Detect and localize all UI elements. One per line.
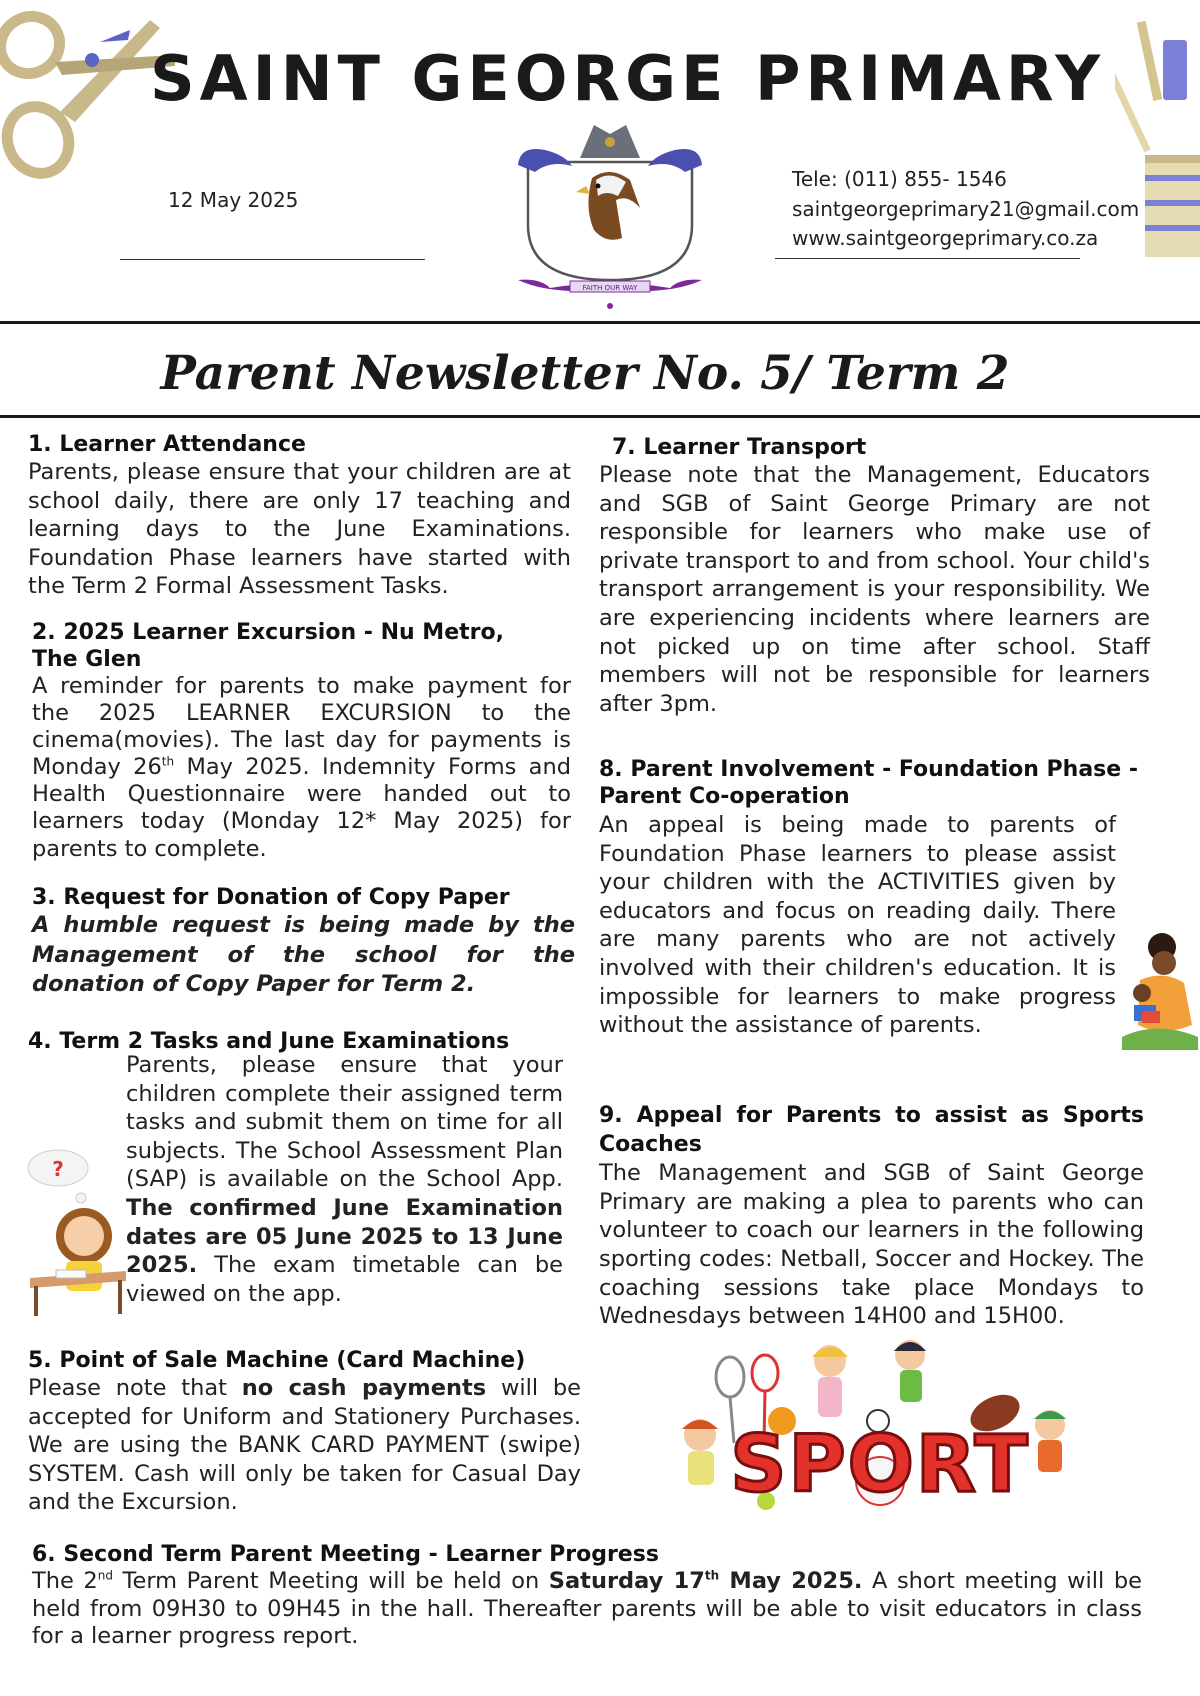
section-heading: 4. Term 2 Tasks and June Examinations [28, 1029, 510, 1054]
sport-kids-illustration [660, 1333, 1100, 1518]
section-body [32, 673, 571, 863]
section-body: An appeal is being made to parents of Foundation Phase learners to please assist your children with the ACTIVITIES given by educators and focus on reading daily. There are many parents who are not actively involved with their children's education. It is impossible for learners to make progress without the assistance of parents. [599, 812, 1116, 1039]
section-parent-involvement [599, 756, 1144, 810]
section-body: Please note that the Management, Educators and SGB of Saint George Primary are not responsible for learners who make use of private transport to and from school. Your child's transport arrangement is your responsibility. We are experiencing incidents where learners are not picked up on time after school. Staff members will not be responsible for learners after 3pm. [599, 462, 1150, 717]
section-heading-line-1: 8. Parent Involvement - Foundation Phase - [599, 757, 1138, 782]
body-text: Please note that [28, 1375, 242, 1401]
sport-word-art: SPORT [730, 1420, 1030, 1510]
section-card-machine [28, 1347, 581, 1517]
body-text: A reminder for parents to make payment for the 2025 LEARNER EXCURSION to the cinema(movies). The last day for payments is Monday 26 [32, 673, 571, 781]
header-divider [0, 321, 1200, 324]
ordinal-suffix: nd [97, 1568, 113, 1583]
section-learner-transport [599, 461, 1150, 718]
crest-motto: FAITH OUR WAY [582, 284, 638, 292]
exam-dates-highlight: The confirmed June Examination dates are 05 June 2025 to 13 June 2025. [126, 1194, 563, 1279]
mother-reading-illustration [1112, 925, 1200, 1055]
section-parent-involvement-body [599, 811, 1116, 1040]
body-text-continued: The exam timetable can be viewed on the app. [126, 1252, 563, 1307]
school-name: SAINT GEORGE PRIMARY [150, 42, 1106, 115]
section-heading-line-2: The Glen [32, 647, 142, 672]
pencil-cup-illustration [1115, 15, 1200, 260]
body-text: The 2 [32, 1568, 98, 1594]
ordinal-suffix: th [161, 754, 175, 769]
body-text: Parents, please ensure that your children complete their assigned term tasks and submit them on time for all subjects. The School Assessment Plan (SAP) is available on the School App. [126, 1052, 563, 1193]
body-text-continued: Term Parent Meeting will be held on [112, 1568, 549, 1594]
section-tasks-examinations-body [126, 1051, 563, 1308]
school-crest-logo [510, 120, 710, 315]
section-heading: 1. Learner Attendance [28, 432, 306, 457]
section-learner-attendance [28, 431, 571, 601]
section-heading: 7. Learner Transport [612, 435, 867, 460]
meeting-date-highlight-continued: May 2025. [719, 1568, 863, 1594]
no-cash-highlight: no cash payments [241, 1375, 487, 1401]
question-mark: ? [52, 1157, 64, 1181]
section-body: A humble request is being made by the Management of the school for the donation of Copy Paper for Term 2. [32, 912, 575, 997]
section-heading-line-1: 2. 2025 Learner Excursion - Nu Metro, [32, 620, 504, 645]
section-body [28, 1374, 581, 1517]
section-heading: 3. Request for Donation of Copy Paper [32, 885, 510, 910]
body-text-continued: May 2025. Indemnity Forms and Health Questionnaire were handed out to learners today (Monday 12* May 2025) for parents to complete. [32, 754, 572, 862]
email-address[interactable]: saintgeorgeprimary21@gmail.com [792, 197, 1140, 221]
newsletter-date: 12 May 2025 [168, 188, 299, 212]
section-parent-meeting [32, 1541, 1142, 1651]
meeting-date-highlight: Saturday 17 [548, 1568, 705, 1594]
telephone-number: Tele: (011) 855- 1546 [792, 167, 1007, 191]
newsletter-title: Parent Newsletter No. 5/ Term 2 [160, 346, 1010, 401]
date-underline [120, 259, 425, 260]
section-heading: 5. Point of Sale Machine (Card Machine) [28, 1348, 526, 1373]
contact-underline [775, 258, 1080, 259]
section-body: The Management and SGB of Saint George Primary are making a plea to parents who can volunteer to coach our learners in the following sporting codes: Netball, Soccer and Hockey. The coaching sessions take place Mondays to Wednesdays between 14H00 and 15H00. [599, 1160, 1144, 1330]
body-text-end: A short meeting will be held from 09H30 to 09H45 in the hall. Thereafter parents will be able to visit educators in class for a learner progress report. [32, 1568, 1142, 1649]
website-url[interactable]: www.saintgeorgeprimary.co.za [792, 226, 1099, 250]
section-copy-paper-request [32, 884, 575, 1000]
thinking-girl-illustration [26, 1146, 130, 1316]
section-body [32, 1568, 1142, 1651]
section-heading: 6. Second Term Parent Meeting - Learner Progress [32, 1542, 659, 1567]
section-learner-excursion [32, 619, 571, 863]
section-body [126, 1051, 563, 1308]
section-sports-coaches [599, 1102, 1144, 1331]
section-heading-line-2: Parent Co-operation [599, 784, 850, 809]
ordinal-suffix: th [704, 1568, 720, 1583]
section-heading: 9. Appeal for Parents to assist as Sports Coaches [599, 1103, 1144, 1157]
section-learner-transport-heading [612, 434, 1112, 461]
title-divider [0, 415, 1200, 418]
body-text-continued: will be accepted for Uniform and Stationery Purchases. We are using the BANK CARD PAYMENT (swipe) SYSTEM. Cash will only be taken for Casual Day and the Excursion. [28, 1375, 581, 1516]
section-body: Parents, please ensure that your children are at school daily, there are only 17 teaching and learning days to the June Examinations. Foundation Phase learners have started with the Term 2 Formal Assessment Tasks. [28, 459, 571, 600]
